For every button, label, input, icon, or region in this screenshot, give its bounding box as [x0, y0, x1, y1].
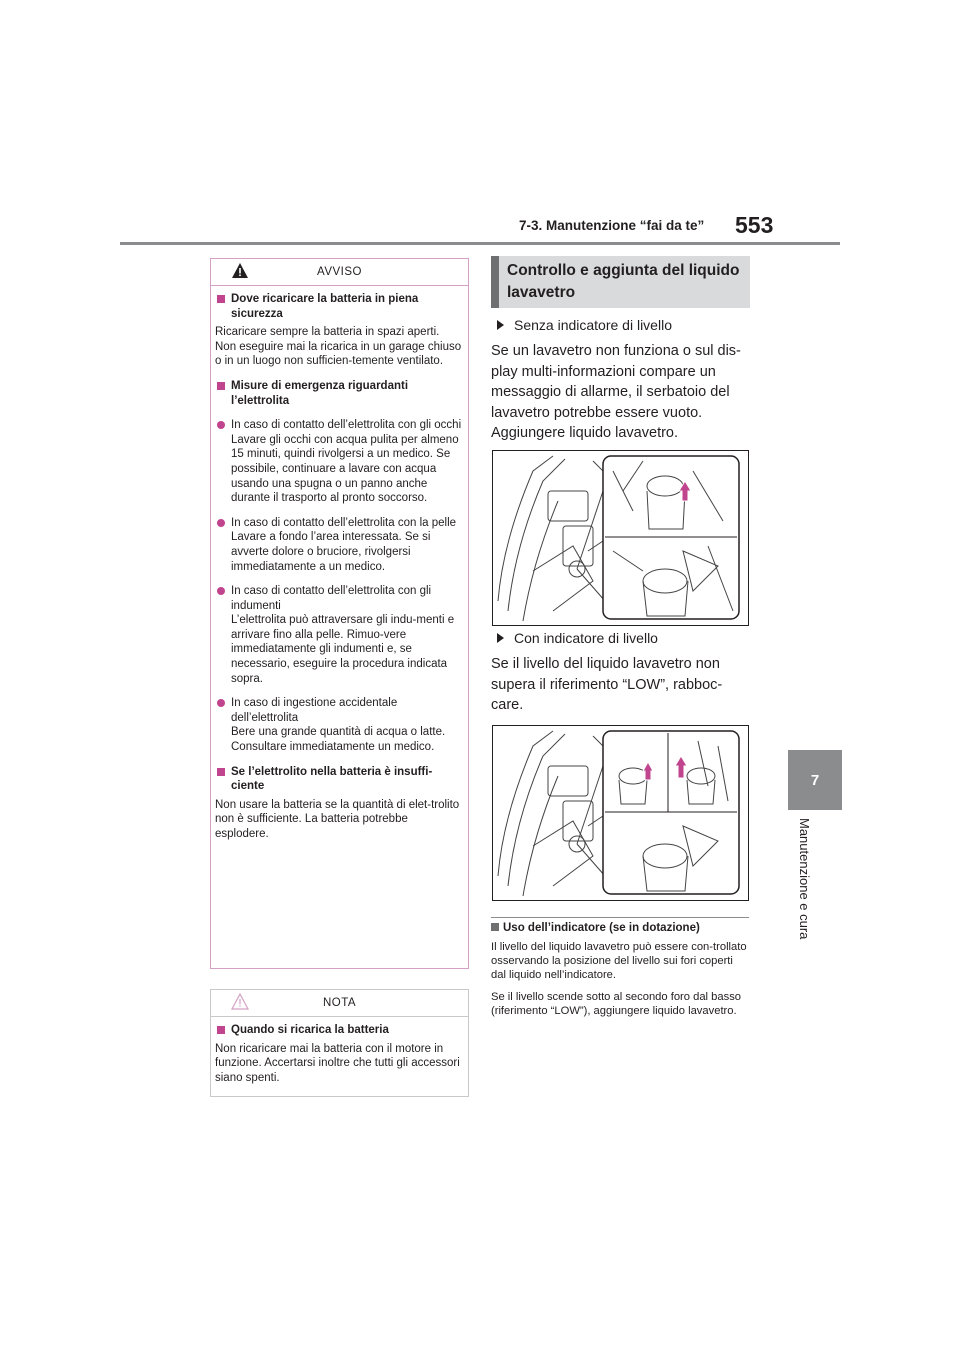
- nota-text: Non ricaricare mai la batteria con il motore in funzione. Accertarsi inoltre che tutti gli accessori siano spenti.: [215, 1042, 460, 1084]
- warning-bullet-detail: Bere una grande quantità di acqua o latte. Consultare immediatamente un medico.: [231, 726, 446, 754]
- case2-text: Se il livello del liquido lavavetro non supera il riferimento “LOW”, rabboc-care.: [491, 656, 723, 713]
- warning-heading: Se l’elettrolito nella batteria è insuffi-ciente: [215, 765, 462, 794]
- engine-washer-illustration-2: [492, 725, 749, 901]
- warning-body: [211, 286, 468, 848]
- case1-label-text: Senza indicatore di livello: [514, 317, 672, 333]
- case2-label: [497, 630, 658, 646]
- warning-bullet-detail: Lavare a fondo l’area interessata. Se si avverte dolore o bruciore, rivolgersi immediatamente a un medico.: [231, 531, 431, 573]
- nota-body: [211, 1017, 468, 1091]
- case1-label: [497, 317, 672, 333]
- caution-triangle-icon: [231, 993, 249, 1010]
- warning-bullet: [215, 584, 462, 686]
- chapter-tab: 7: [788, 750, 842, 810]
- warning-triangle-icon: [231, 262, 249, 279]
- nota-heading: Quando si ricarica la batteria: [215, 1023, 462, 1038]
- case1-text: Se un lavavetro non funziona o sul dis-play multi-informazioni compare un messaggio di allarme, il serbatoio del lavavetro potrebbe essere vuoto. Aggiungere liquido lavavetro.: [491, 343, 741, 441]
- warning-bullet-title: In caso di contatto dell’elettrolita con gli indumenti: [231, 585, 432, 612]
- arrow-bullet-icon: [497, 320, 504, 330]
- warning-text: Non usare la batteria se la quantità di elet-trolito non è sufficiente. La batteria potrebbe esplodere.: [215, 798, 460, 840]
- warning-bullet-detail: L’elettrolita può attraversare gli indu-menti e arrivare fino alla pelle. Rimuo-vere immediatamente gli indumenti e, se necessario, eseguire la procedura indicata sopra.: [231, 614, 455, 685]
- engine-washer-illustration-1: [492, 450, 749, 626]
- warning-bullet-title: In caso di contatto dell’elettrolita con gli occhi: [231, 419, 462, 432]
- warning-box-header: [211, 259, 468, 286]
- warning-heading: Misure di emergenza riguardanti l’elettrolita: [215, 379, 462, 408]
- nota-box-header: [211, 990, 468, 1017]
- warning-bullet-detail: Lavare gli occhi con acqua pulita per almeno 15 minuti, quindi rivolgersi a un medico. Se possibile, continuare a lavare con acqua usando una spugna o un panno anche durante il trasporto al pronto soccorso.: [231, 433, 459, 505]
- warning-bullet-title: In caso di contatto dell’elettrolita con la pelle: [231, 516, 457, 529]
- sub-text-1: Il livello del liquido lavavetro può essere con-trollato osservando la posizione del livello sui fori coperti dal liquido nell’indicatore.: [491, 941, 747, 981]
- engine-bay-drawing-level: [493, 726, 748, 900]
- warning-bullet: [215, 418, 462, 506]
- nota-title: NOTA: [322, 997, 357, 1009]
- side-chapter-label: Manutenzione e cura: [797, 818, 812, 940]
- warning-bullet: [215, 696, 462, 754]
- chapter-title: 7-3. Manutenzione “fai da te”: [519, 218, 705, 233]
- warning-box: [210, 258, 469, 969]
- warning-title: AVVISO: [317, 266, 362, 278]
- sub-heading: [491, 917, 749, 934]
- header-rule: [120, 242, 840, 245]
- case2-label-text: Con indicatore di livello: [514, 630, 658, 646]
- square-bullet-icon: [491, 923, 499, 931]
- warning-bullet: [215, 516, 462, 574]
- arrow-bullet-icon: [497, 633, 504, 643]
- warning-text: Ricaricare sempre la batteria in spazi aperti. Non eseguire mai la ricarica in un garage chiuso o in un luogo non sufficien-temente ventilato.: [215, 326, 462, 368]
- engine-bay-drawing: [493, 451, 748, 625]
- section-title: Controllo e aggiunta del liquido lavavetro: [491, 256, 750, 308]
- nota-box: [210, 989, 469, 1097]
- sub-text-2: Se il livello scende sotto al secondo foro dal basso (riferimento “LOW”), aggiungere liquido lavavetro.: [491, 991, 742, 1017]
- page-number: 553: [735, 212, 774, 238]
- warning-heading: Dove ricaricare la batteria in piena sicurezza: [215, 292, 462, 321]
- sub-heading-text: Uso dell’indicatore (se in dotazione): [503, 922, 700, 934]
- warning-bullet-title: In caso di ingestione accidentale dell’elettrolita: [231, 697, 398, 724]
